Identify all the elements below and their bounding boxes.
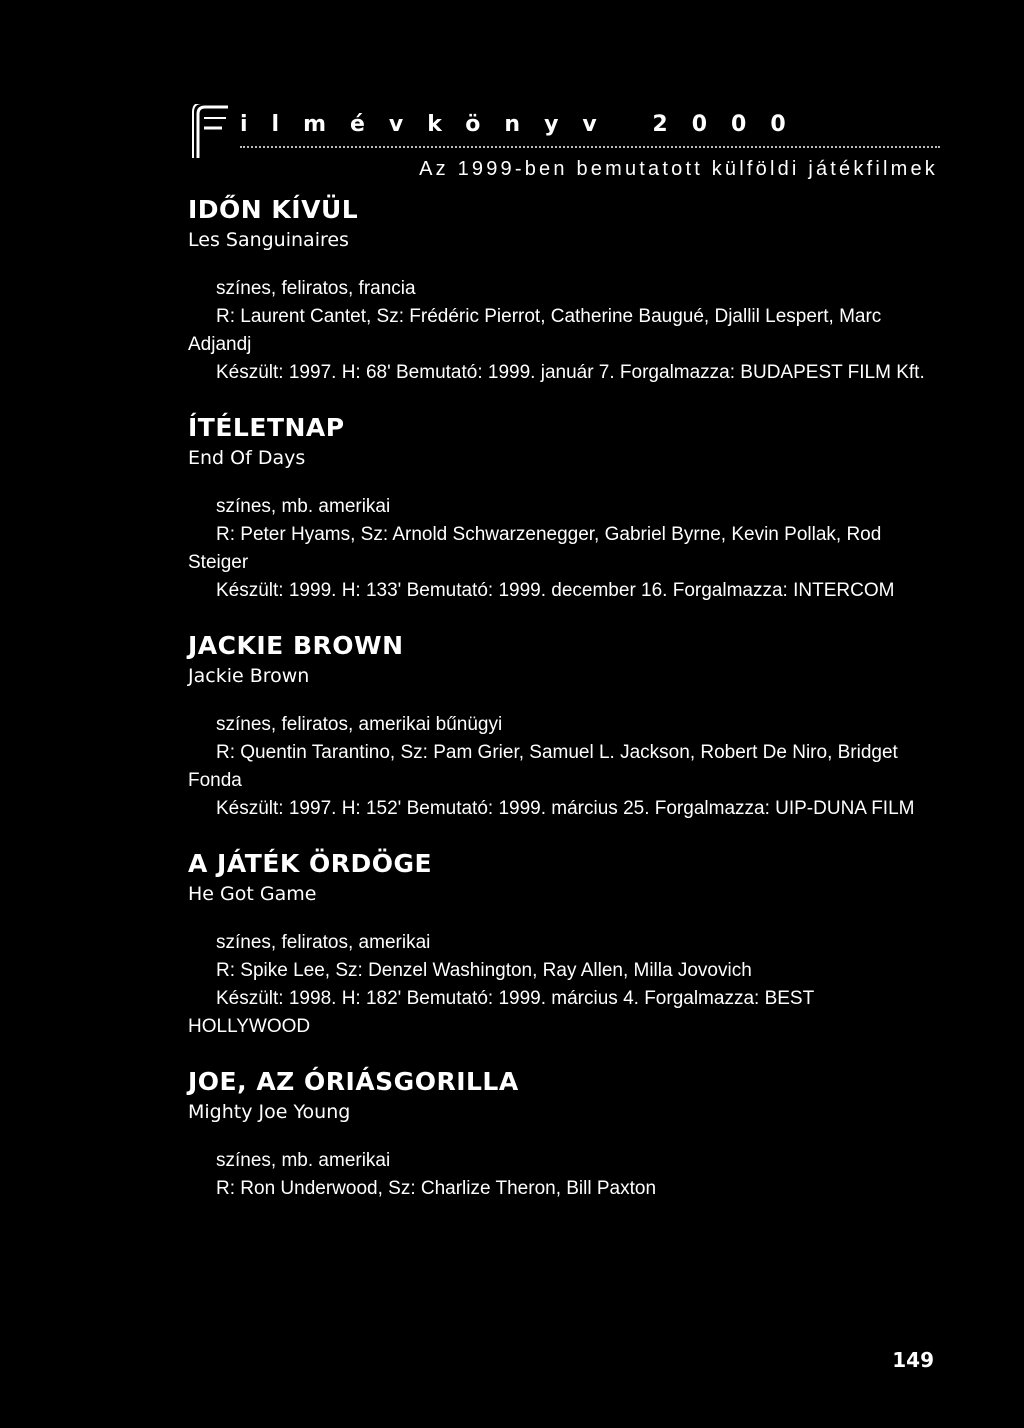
- film-original-title: Mighty Joe Young: [188, 1101, 351, 1123]
- film-original-title: Les Sanguinaires: [188, 229, 349, 251]
- film-release: Készült: 1998. H: 182' Bemutató: 1999. március 4. Forgalmazza: BEST HOLLYWOOD: [188, 988, 814, 1037]
- film-entry: [188, 1067, 940, 1203]
- section-subtitle: Az 1999-ben bemutatott külföldi játékfilmek: [419, 158, 938, 180]
- film-credits: R: Quentin Tarantino, Sz: Pam Grier, Samuel L. Jackson, Robert De Niro, Bridget Fonda: [188, 742, 898, 791]
- header-divider: [240, 146, 940, 148]
- film-info: színes, feliratos, amerikai: [216, 932, 431, 953]
- film-credits: R: Ron Underwood, Sz: Charlize Theron, Bill Paxton: [216, 1178, 657, 1199]
- film-info: színes, mb. amerikai: [216, 1150, 391, 1171]
- film-title: JOE, AZ ÓRIÁSGORILLA: [188, 1067, 519, 1096]
- film-logo-icon: [190, 104, 230, 160]
- film-credits: R: Spike Lee, Sz: Denzel Washington, Ray Allen, Milla Jovovich: [216, 960, 752, 981]
- yearbook-title: ilmévkönyv 2000: [240, 112, 810, 137]
- film-list: [188, 195, 940, 1229]
- film-info: színes, feliratos, amerikai bűnügyi: [216, 714, 503, 735]
- film-release: Készült: 1997. H: 152' Bemutató: 1999. március 25. Forgalmazza: UIP-DUNA FILM: [216, 798, 915, 819]
- film-info: színes, feliratos, francia: [216, 278, 416, 299]
- film-credits: R: Peter Hyams, Sz: Arnold Schwarzenegger, Gabriel Byrne, Kevin Pollak, Rod Steiger: [188, 524, 882, 573]
- film-original-title: Jackie Brown: [188, 665, 310, 687]
- film-entry: [188, 195, 940, 387]
- film-credits: R: Laurent Cantet, Sz: Frédéric Pierrot, Catherine Baugué, Djallil Lespert, Marc Adjandj: [188, 306, 882, 355]
- film-entry: [188, 849, 940, 1041]
- film-original-title: End Of Days: [188, 447, 306, 469]
- film-title: JACKIE BROWN: [188, 631, 404, 660]
- film-title: A JÁTÉK ÖRDÖGE: [188, 849, 433, 878]
- page-header: [190, 100, 950, 190]
- film-entry: [188, 631, 940, 823]
- film-info: színes, mb. amerikai: [216, 496, 391, 517]
- film-title: ÍTÉLETNAP: [188, 413, 345, 442]
- film-title: IDŐN KÍVÜL: [188, 195, 359, 224]
- film-release: Készült: 1997. H: 68' Bemutató: 1999. január 7. Forgalmazza: BUDAPEST FILM Kft.: [216, 362, 925, 383]
- film-release: Készült: 1999. H: 133' Bemutató: 1999. december 16. Forgalmazza: INTERCOM: [216, 580, 895, 601]
- film-entry: [188, 413, 940, 605]
- film-original-title: He Got Game: [188, 883, 317, 905]
- page-number: 149: [892, 1348, 934, 1372]
